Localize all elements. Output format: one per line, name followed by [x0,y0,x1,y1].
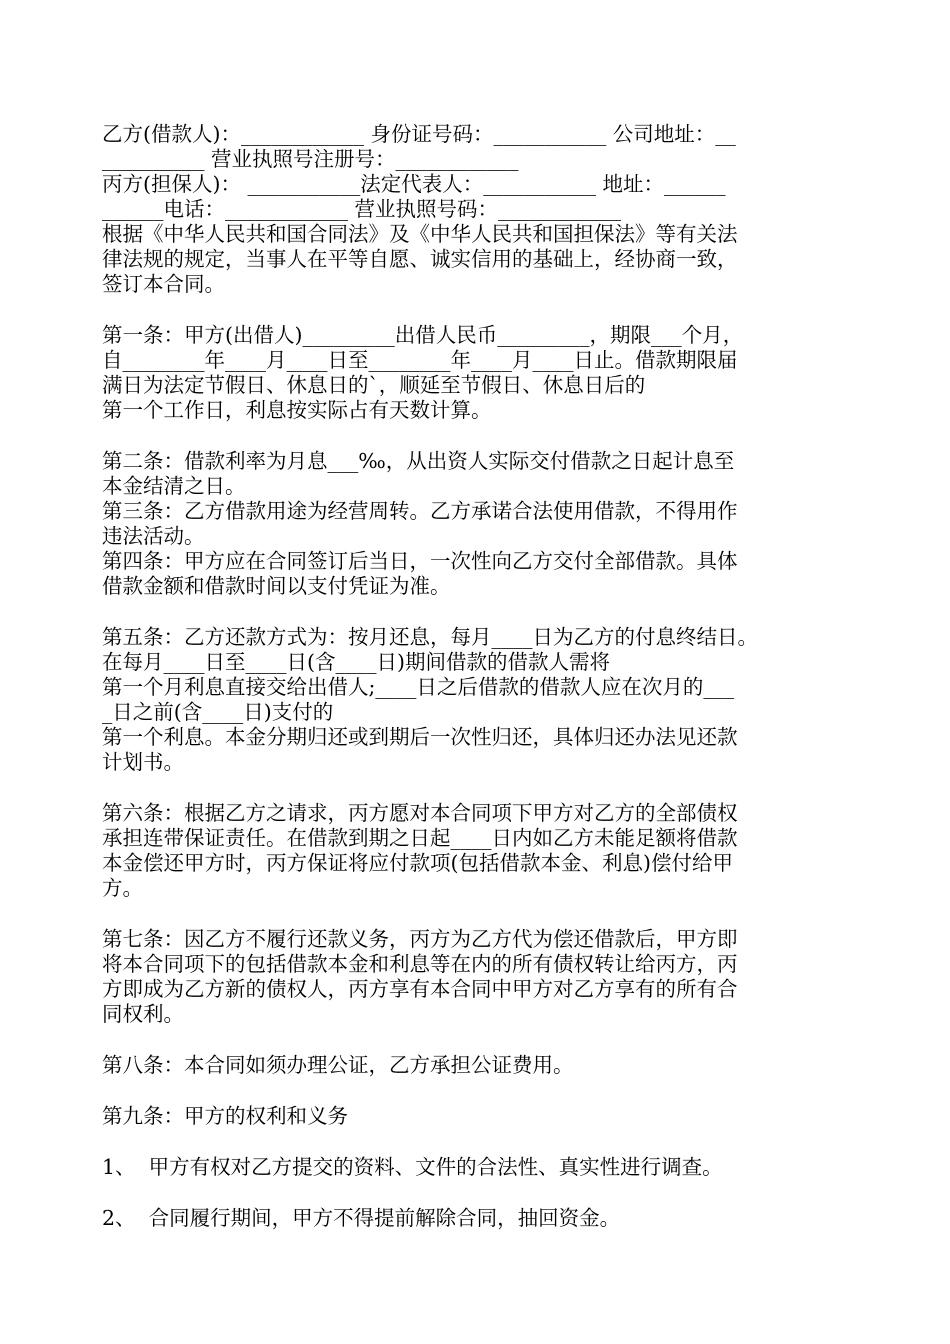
preamble-paragraph [102,222,854,297]
list-item: 1、 甲方有权对乙方提交的资料、文件的合法性、真实性进行调查。 [102,1155,723,1179]
text-line: 方。 [102,876,143,900]
text-line: 违法活动。 [102,524,205,548]
text-line: 第六条：根据乙方之请求，丙方愿对本合同项下甲方对乙方的全部债权 [102,801,738,825]
text-line: 方即成为乙方新的债权人，丙方享有本合同中甲方对乙方享有的所有合 [102,977,738,1001]
text-line: 计划书。 [102,750,184,774]
list-item: 2、 合同履行期间，甲方不得提前解除合同，抽回资金。 [102,1206,621,1230]
party-c-line: 丙方(担保人)： ___________法定代表人：___________ 地址：______ [102,172,726,196]
article-9-title: 第九条：甲方的权利和义务 [102,1104,348,1128]
text-line: 第七条：因乙方不履行还款义务，丙方为乙方代为偿还借款后，甲方即 [102,927,738,951]
article-3 [102,499,854,549]
text-line: 本金结清之日。 [102,474,246,498]
text-line: 律法规的规定，当事人在平等自愿、诚实信用的基础上，经协商一致， [102,247,738,271]
text-line: 第一个工作日，利息按实际占有天数计算。 [102,398,492,422]
parties-section [102,122,854,222]
text-line: 第三条：乙方借款用途为经营周转。乙方承诺合法使用借款，不得用作 [102,499,738,523]
text-line: 第一个利息。本金分期归还或到期后一次性归还，具体归还办法见还款 [102,725,738,749]
text-line: 根据《中华人民共和国合同法》及《中华人民共和国担保法》等有关法 [102,222,738,246]
article-2 [102,449,854,499]
article-8 [102,1053,854,1078]
contract-document [102,122,854,1231]
text-line: 将本合同项下的包括借款本金和利息等在内的所有债权转让给丙方，丙 [102,952,738,976]
party-b-license-line: __________ 营业执照号注册号：____________ [102,147,519,171]
text-line: _日之前(含____日)支付的 [102,700,334,724]
party-c-contact-line: ______电话：____________ 营业执照号码：____________ [102,197,622,221]
text-line: 本金偿还甲方时，丙方保证将应付款项(包括借款本金、利息)偿付给甲 [102,851,733,875]
article-9 [102,1104,854,1231]
text-line: 满日为法定节假日、休息日的`，顺延至节假日、休息日后的 [102,373,646,397]
text-line: 同权利。 [102,1002,184,1026]
article-5 [102,625,854,775]
party-b-line: 乙方(借款人)：____________ 身份证号码：___________ 公司地址：__ [102,122,736,146]
article-7 [102,927,854,1027]
text-line: 签订本合同。 [102,272,225,296]
text-line: 在每月____日至____日(含____日)期间借款的借款人需将 [102,650,610,674]
text-line: 借款金额和借款时间以支付凭证为准。 [102,574,451,598]
text-line: 第二条：借款利率为月息___‰，从出资人实际交付借款之日起计息至 [102,449,735,473]
article-6 [102,801,854,901]
text-line: 第一条：甲方(出借人)_________出借人民币_________，期限___个月， [102,323,744,347]
text-line: 第八条：本合同如须办理公证，乙方承担公证费用。 [102,1053,574,1077]
text-line: 第一个月利息直接交给出借人;____日之后借款的借款人应在次月的___ [102,675,735,699]
text-line: 承担连带保证责任。在借款到期之日起____日内如乙方未能足额将借款 [102,826,738,850]
article-4 [102,549,854,599]
text-line: 第四条：甲方应在合同签订后当日，一次性向乙方交付全部借款。具体 [102,549,738,573]
text-line: 第五条：乙方还款方式为：按月还息，每月____日为乙方的付息终结日。 [102,625,758,649]
text-line: 自________年____月____日至________年____月____日止。借款期限届 [102,348,738,372]
article-1 [102,323,854,423]
